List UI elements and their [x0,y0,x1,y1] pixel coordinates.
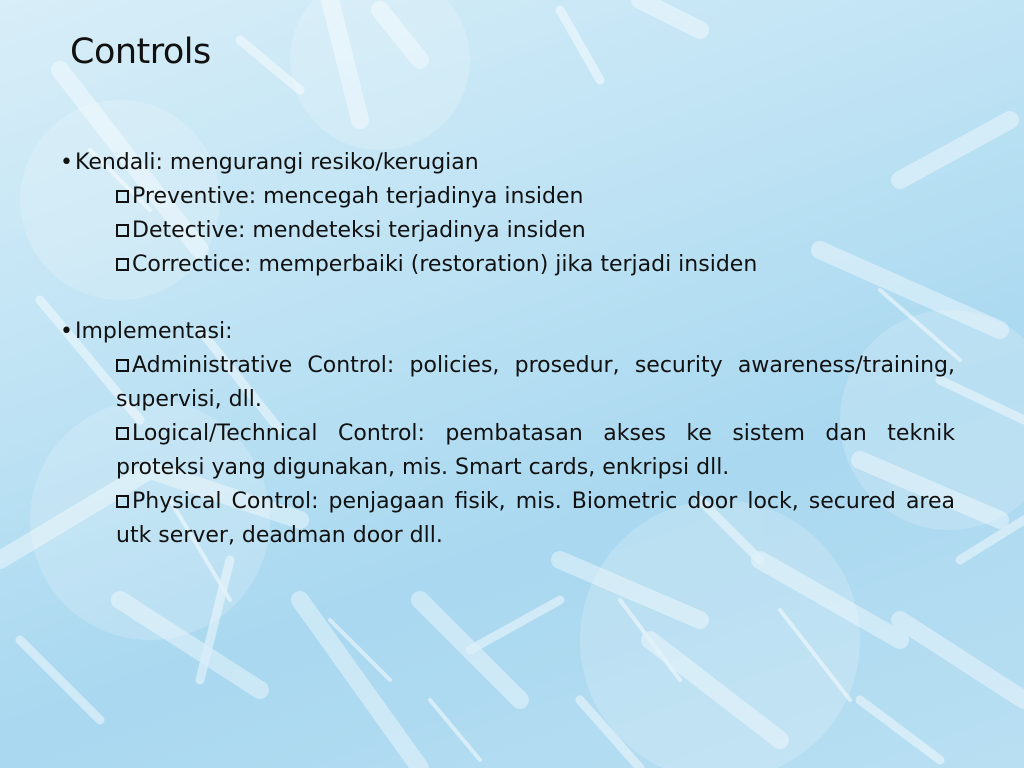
sub-bullet-text: Physical Control: penjagaan fisik, mis. Biometric door lock, secured area utk server, deadman door dll. [116,489,955,548]
sub-bullet-text: Administrative Control: policies, prosedur, security awareness/training, supervisi, dll. [116,353,955,412]
square-bullet-icon [116,224,129,237]
square-bullet-icon [116,427,129,440]
sub-bullet-text: Detective: mendeteksi terjadinya insiden [132,218,586,243]
sub-bullet-item [116,248,955,282]
sub-bullet-item [116,485,955,553]
sub-bullet-text: Logical/Technical Control: pembatasan akses ke sistem dan teknik proteksi yang digunakan, mis. Smart cards, enkripsi dll. [116,421,955,480]
sub-bullet-item [116,417,955,485]
square-bullet-icon [116,190,129,203]
section-spacer [60,282,955,315]
square-bullet-icon [116,359,129,372]
square-bullet-icon [116,258,129,271]
sub-bullet-item [116,349,955,417]
bullet-dot-icon: • [60,319,73,344]
bullet-item [60,315,955,349]
slide-body [60,146,955,553]
bullet-text: Kendali: mengurangi resiko/kerugian [74,150,479,175]
sub-bullet-text: Correctice: memperbaiki (restoration) jika terjadi insiden [132,252,758,277]
sub-bullet-item [116,214,955,248]
bullet-dot-icon: • [60,150,73,175]
bullet-item [60,146,955,180]
sub-bullet-text: Preventive: mencegah terjadinya insiden [132,184,584,209]
bullet-text: Implementasi: [74,319,233,344]
square-bullet-icon [116,495,129,508]
sub-bullet-item [116,180,955,214]
slide-title: Controls [70,32,211,72]
